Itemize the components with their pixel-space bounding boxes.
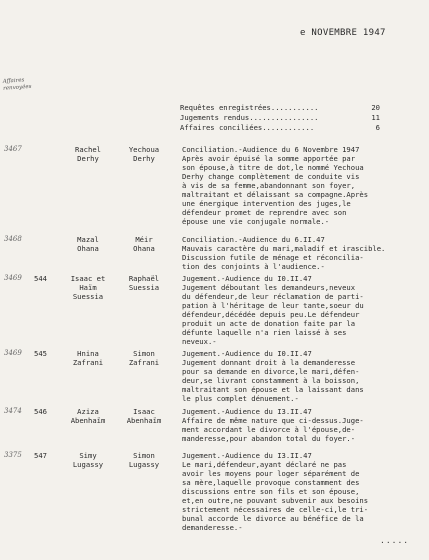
- case-text: Jugement.-Audience du I0.II.47 Jugement donnant droit à la demanderesse pour sa demande en divorce,le mari,défen- deur,se livrant constamment à la boisson, maltraitant son épouse et la laissant dans le plus complet dénuement.-: [182, 349, 364, 403]
- judgment-number: 547: [34, 451, 47, 460]
- summary-label: Jugements rendus................: [180, 113, 319, 122]
- handwritten-file-number: 3469: [4, 349, 22, 357]
- case-text: Jugement.-Audience du I3.II.47 Le mari,défendeur,ayant déclaré ne pas avoir les moyens pour loger séparément de sa mère,laquelle provoque constamment des discussions entre son fils et son épouse, et,en outre,ne pouvant subvenir aux besoins strictement nécessaires de celle-ci,le tri- bunal accorde le divorce au bénéfice de la demanderesse.-: [182, 451, 369, 532]
- defendant-name: Yechoua Derhy: [128, 145, 160, 163]
- handwritten-file-number: 3467: [4, 145, 22, 153]
- summary-label: Affaires conciliées............: [180, 123, 315, 132]
- plaintiff-name: Isaac et Haïm Suessia: [70, 274, 106, 301]
- defendant-name: Raphaël Suessia: [128, 274, 160, 292]
- summary-row-requests: [180, 103, 380, 113]
- summary-row-judgments: [180, 113, 380, 123]
- summary-label: Requêtes enregistrées...........: [180, 103, 319, 112]
- plaintiff-name: Aziza Abenhaïm: [70, 407, 106, 425]
- judgment-number: 545: [34, 349, 47, 358]
- summary-value: 20: [371, 103, 380, 112]
- plaintiff-name: Mazal Ohana: [77, 235, 99, 253]
- plaintiff-name: Rachel Derhy: [75, 145, 101, 163]
- case-text: Jugement.-Audience du I3.II.47 Affaire de même nature que ci-dessus.Juge- ment accordant le divorce à l'épouse,de- manderesse,pour abandon total du foyer.-: [182, 407, 364, 443]
- case-text: Conciliation.-Audience du 6 Novembre 1947 Après avoir épuisé la somme apportée par son épouse,à titre de dot,le nommé Yechoua Derhy change complètement de conduite vis à vis de sa femme,abandonnant son foyer, maltraitant et délaissant sa compagne.Après une énergique intervention des juges,le défendeur promet de reprendre avec son épouse une vie conjugale normale.-: [182, 145, 369, 226]
- defendant-name: Simon Zafrani: [128, 349, 160, 367]
- page-date: e NOVEMBRE 1947: [300, 28, 386, 38]
- case-text: Conciliation.-Audience du 6.II.47 Mauvais caractère du mari,maladif et irascible. Discussion futile de ménage et réconcilia- tion des conjoints à l'audience.-: [182, 235, 386, 271]
- defendant-name: Simon Lugassy: [128, 451, 160, 469]
- summary-value: 6: [375, 123, 380, 132]
- handwritten-file-number: 3469: [4, 274, 22, 282]
- summary-value: 11: [371, 113, 380, 122]
- judgment-number: 544: [34, 274, 47, 283]
- summary-block: [180, 103, 380, 133]
- defendant-name: Isaac Abenhaïm: [126, 407, 162, 425]
- summary-row-conciliations: [180, 123, 380, 133]
- case-text: Jugement.-Audience du I0.II.47 Jugement déboutant les demandeurs,neveux du défendeur,de leur réclamation de parti- pation à l'héritage de leur tante,soeur du défendeur,décédée depuis peu.Le défendeur produit un acte de donation faite par la défunte laquelle n'a rien laissé à ses neveux.-: [182, 274, 364, 346]
- margin-handwritten-note: Affaires renvoyées: [2, 77, 32, 92]
- defendant-name: Méir Ohana: [133, 235, 155, 253]
- plaintiff-name: Hnina Zafrani: [72, 349, 104, 367]
- judgment-number: 546: [34, 407, 47, 416]
- handwritten-file-number: 3375: [4, 451, 22, 459]
- plaintiff-name: Simy Lugassy: [72, 451, 104, 469]
- footer-dots: .....: [380, 536, 410, 545]
- handwritten-file-number: 3474: [4, 407, 22, 415]
- handwritten-file-number: 3468: [4, 235, 22, 243]
